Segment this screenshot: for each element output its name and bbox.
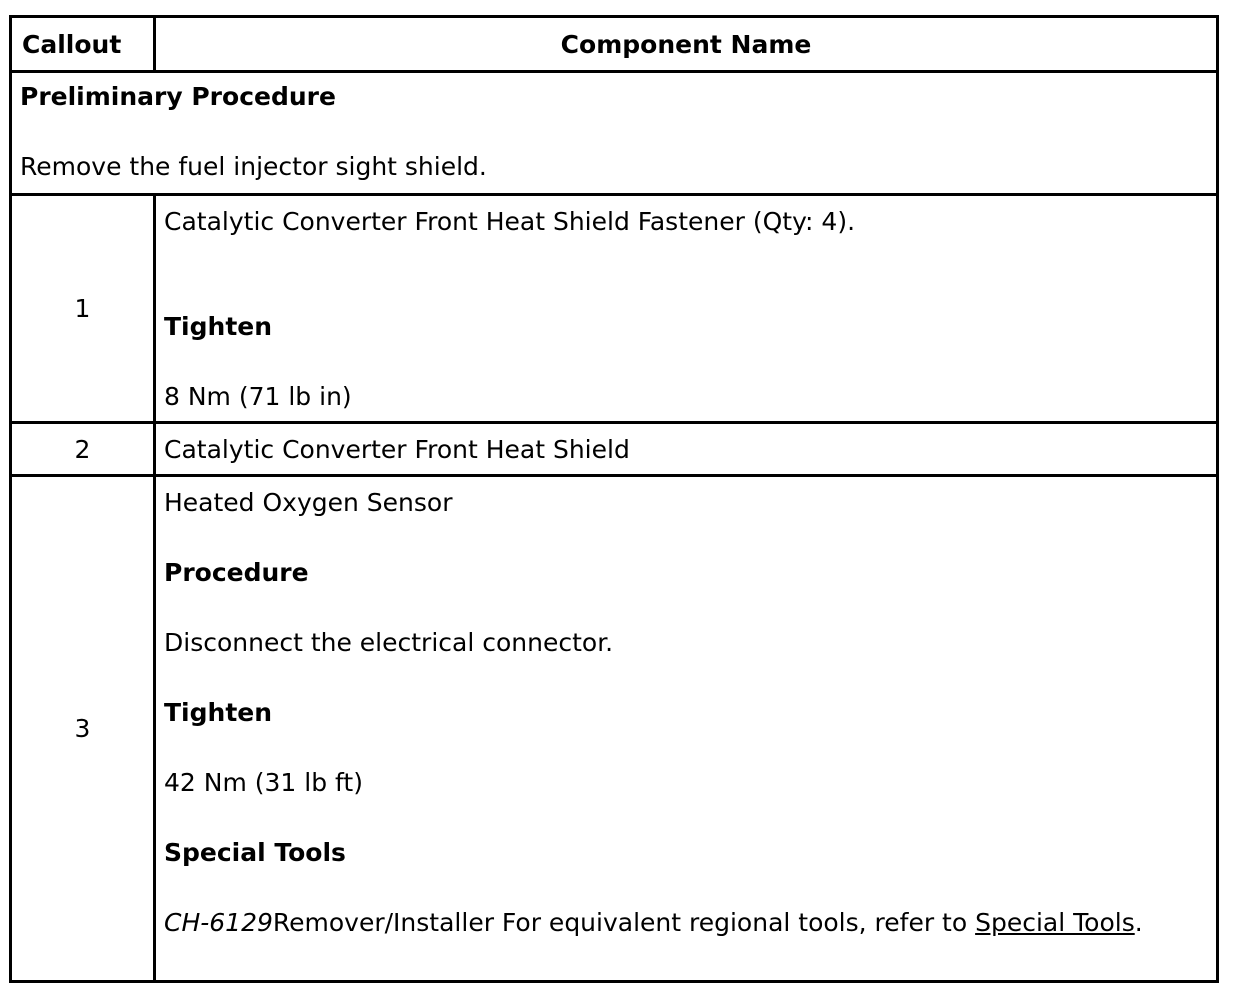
preliminary-procedure-heading: Preliminary Procedure	[20, 82, 336, 111]
component-cell	[155, 195, 1218, 423]
special-tools-heading: Special Tools	[164, 838, 346, 867]
component-cell	[155, 423, 1218, 476]
procedure-heading: Procedure	[164, 558, 309, 587]
table-row	[11, 195, 1218, 423]
callout-number: 1	[11, 195, 155, 423]
header-row	[11, 17, 1218, 72]
component-name: Catalytic Converter Front Heat Shield Fastener (Qty: 4).	[164, 207, 856, 236]
service-procedure-table	[9, 15, 1219, 983]
special-tool-entry: CH-6129Remover/Installer For equivalent regional tools, refer to Special Tools.	[164, 908, 1143, 937]
callout-number: 3	[11, 476, 155, 982]
component-name-column-header: Component Name	[155, 17, 1218, 72]
trailing-mark: .	[847, 207, 856, 236]
tool-description: Remover/Installer For equivalent regional tools, refer to	[272, 908, 976, 937]
table-row	[11, 476, 1218, 982]
procedure-text: Disconnect the electrical connector.	[164, 628, 614, 657]
callout-number: 2	[11, 423, 155, 476]
preliminary-procedure-text: Remove the fuel injector sight shield.	[20, 152, 487, 181]
component-name: Heated Oxygen Sensor	[164, 488, 453, 517]
torque-value: 8 Nm (71 lb in)	[164, 382, 352, 411]
tighten-heading: Tighten	[164, 698, 273, 727]
tighten-heading: Tighten	[164, 312, 273, 341]
table-row	[11, 423, 1218, 476]
preliminary-procedure-row	[11, 72, 1218, 195]
special-tools-link[interactable]: Special Tools	[975, 908, 1135, 937]
tool-id: CH-6129	[164, 908, 273, 937]
callout-column-header: Callout	[11, 17, 155, 72]
torque-value: 42 Nm (31 lb ft)	[164, 768, 363, 797]
component-cell	[155, 476, 1218, 982]
component-name: Catalytic Converter Front Heat Shield	[164, 434, 630, 464]
preliminary-procedure-cell	[11, 72, 1218, 195]
